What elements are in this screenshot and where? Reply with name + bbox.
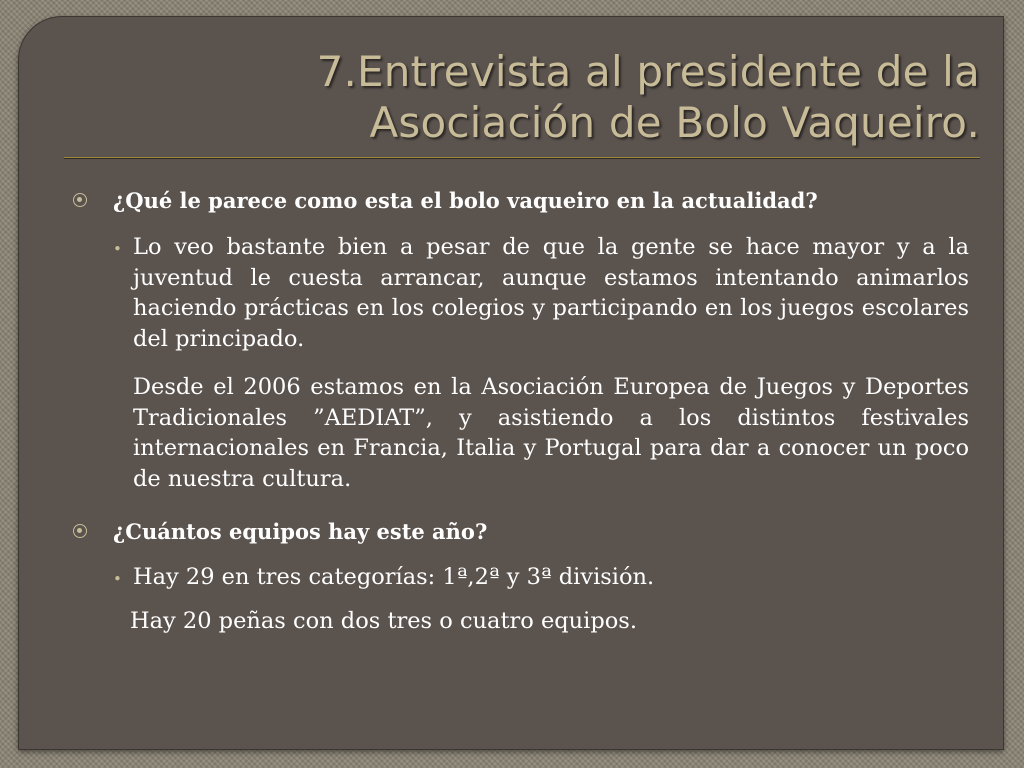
answer-paragraph: Desde el 2006 estamos en la Asociación Europea de Juegos y Deportes Tradicionales ”AEDIAT”, y asistiendo a los distintos festivales internacionales en Francia, Italia y Portugal para dar a conocer un poco de nuestra cultura. xyxy=(133,374,969,492)
bullet-dot-icon: • xyxy=(113,570,122,588)
question-text: ¿Cuántos equipos hay este año? xyxy=(113,519,488,544)
target-bullet-icon xyxy=(73,524,87,538)
answer-paragraph: Hay 29 en tres categorías: 1ª,2ª y 3ª división. xyxy=(133,564,655,590)
target-bullet-icon xyxy=(73,193,87,207)
bullet-dot-icon: • xyxy=(113,240,122,258)
slide-content xyxy=(18,16,1004,750)
slide xyxy=(18,16,1004,750)
answer-paragraph: Hay 20 peñas con dos tres o cuatro equipos. xyxy=(130,608,638,634)
question-text: ¿Qué le parece como esta el bolo vaqueiro en la actualidad? xyxy=(113,188,818,213)
slide-title: 7.Entrevista al presidente de la Asociación de Bolo Vaqueiro. xyxy=(316,47,980,147)
answer-paragraph: Lo veo bastante bien a pesar de que la gente se hace mayor y a la juventud le cuesta arrancar, aunque estamos intentando animarlos haciendo prácticas en los colegios y participando en los juegos escolares del principado. xyxy=(133,234,969,352)
